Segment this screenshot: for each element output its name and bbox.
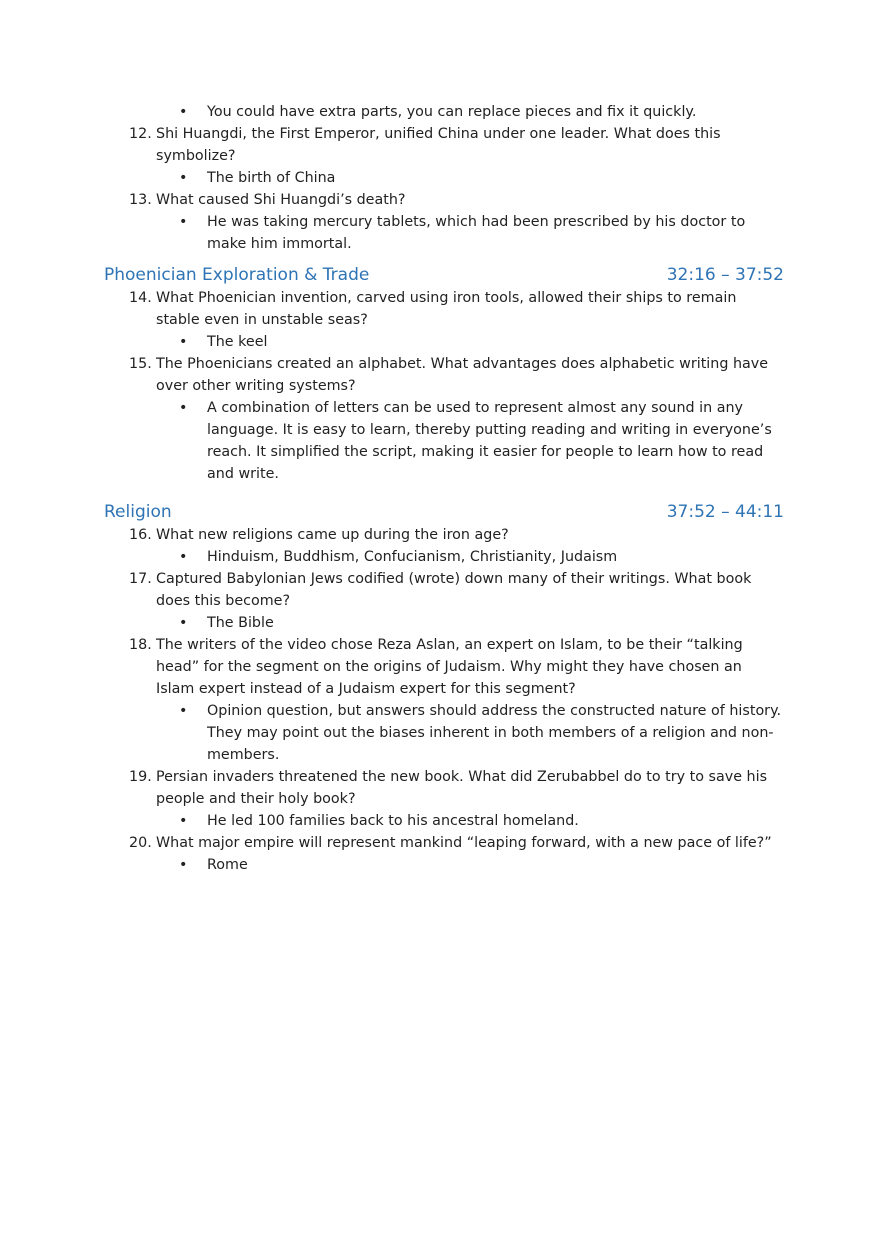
answer-bullet bbox=[104, 167, 784, 189]
answer-text: The birth of China bbox=[207, 170, 336, 186]
section-heading-phoenician bbox=[104, 263, 784, 287]
answer-bullet bbox=[104, 810, 784, 832]
question-number: 17. bbox=[129, 571, 152, 587]
bullet-icon: • bbox=[179, 334, 188, 350]
question-number: 18. bbox=[129, 637, 152, 653]
answer-text: Opinion question, but answers should address the constructed nature of history. They may point out the biases inherent in both members of a religion and non-members. bbox=[207, 703, 782, 763]
question-text: The Phoenicians created an alphabet. What advantages does alphabetic writing have over other writing systems? bbox=[156, 356, 769, 394]
section-timestamp: 32:16 – 37:52 bbox=[666, 265, 784, 285]
bullet-icon: • bbox=[179, 104, 188, 120]
answer-bullet bbox=[104, 397, 784, 485]
answer-bullet bbox=[104, 700, 784, 766]
section-title: Phoenician Exploration & Trade bbox=[104, 265, 370, 285]
question-list-phoenician bbox=[104, 287, 784, 485]
bullet-icon: • bbox=[179, 813, 188, 829]
answer-text: He was taking mercury tablets, which had been prescribed by his doctor to make him immortal. bbox=[207, 214, 746, 252]
bullet-icon: • bbox=[179, 703, 188, 719]
section-title: Religion bbox=[104, 502, 172, 522]
question-text: The writers of the video chose Reza Aslan, an expert on Islam, to be their “talking head” for the segment on the origins of Judaism. Why might they have chosen an Islam expert instead of a Judaism expert for this segment? bbox=[156, 637, 743, 697]
answer-bullet bbox=[104, 101, 784, 123]
answer-bullet bbox=[104, 546, 784, 568]
question-item bbox=[104, 568, 784, 612]
answer-text: You could have extra parts, you can replace pieces and fix it quickly. bbox=[207, 104, 697, 120]
question-item bbox=[104, 832, 784, 854]
question-list-religion bbox=[104, 524, 784, 876]
question-item bbox=[104, 123, 784, 167]
bullet-icon: • bbox=[179, 170, 188, 186]
answer-text: He led 100 families back to his ancestral homeland. bbox=[207, 813, 579, 829]
section-timestamp: 37:52 – 44:11 bbox=[666, 502, 784, 522]
question-text: Captured Babylonian Jews codified (wrote) down many of their writings. What book does this become? bbox=[156, 571, 752, 609]
bullet-icon: • bbox=[179, 857, 188, 873]
leading-bullets bbox=[104, 101, 784, 123]
question-item bbox=[104, 189, 784, 211]
question-number: 16. bbox=[129, 527, 152, 543]
question-number: 12. bbox=[129, 126, 152, 142]
question-number: 15. bbox=[129, 356, 152, 372]
question-text: Persian invaders threatened the new book. What did Zerubabbel do to try to save his people and their holy book? bbox=[156, 769, 768, 807]
bullet-icon: • bbox=[179, 400, 188, 416]
question-number: 19. bbox=[129, 769, 152, 785]
question-number: 14. bbox=[129, 290, 152, 306]
question-list-iron-age bbox=[104, 123, 784, 255]
question-text: What major empire will represent mankind “leaping forward, with a new pace of life?” bbox=[156, 835, 772, 851]
bullet-icon: • bbox=[179, 615, 188, 631]
document-content bbox=[104, 101, 784, 876]
answer-text: Rome bbox=[207, 857, 248, 873]
answer-bullet bbox=[104, 211, 784, 255]
answer-text: A combination of letters can be used to represent almost any sound in any language. It is easy to learn, thereby putting reading and writing in everyone’s reach. It simplified the script, making it easier for people to learn how to read and write. bbox=[207, 400, 772, 482]
question-item bbox=[104, 524, 784, 546]
question-text: What caused Shi Huangdi’s death? bbox=[156, 192, 406, 208]
question-item bbox=[104, 766, 784, 810]
question-text: What Phoenician invention, carved using iron tools, allowed their ships to remain stable even in unstable seas? bbox=[156, 290, 737, 328]
question-item bbox=[104, 353, 784, 397]
question-item bbox=[104, 287, 784, 331]
answer-text: The keel bbox=[207, 334, 268, 350]
bullet-icon: • bbox=[179, 214, 188, 230]
answer-text: The Bible bbox=[207, 615, 274, 631]
answer-bullet bbox=[104, 331, 784, 353]
question-number: 13. bbox=[129, 192, 152, 208]
question-item bbox=[104, 634, 784, 700]
question-text: What new religions came up during the iron age? bbox=[156, 527, 509, 543]
section-heading-religion bbox=[104, 500, 784, 524]
answer-text: Hinduism, Buddhism, Confucianism, Christianity, Judaism bbox=[207, 549, 618, 565]
bullet-icon: • bbox=[179, 549, 188, 565]
question-number: 20. bbox=[129, 835, 152, 851]
answer-bullet bbox=[104, 612, 784, 634]
question-text: Shi Huangdi, the First Emperor, unified China under one leader. What does this symbolize? bbox=[156, 126, 721, 164]
answer-bullet bbox=[104, 854, 784, 876]
